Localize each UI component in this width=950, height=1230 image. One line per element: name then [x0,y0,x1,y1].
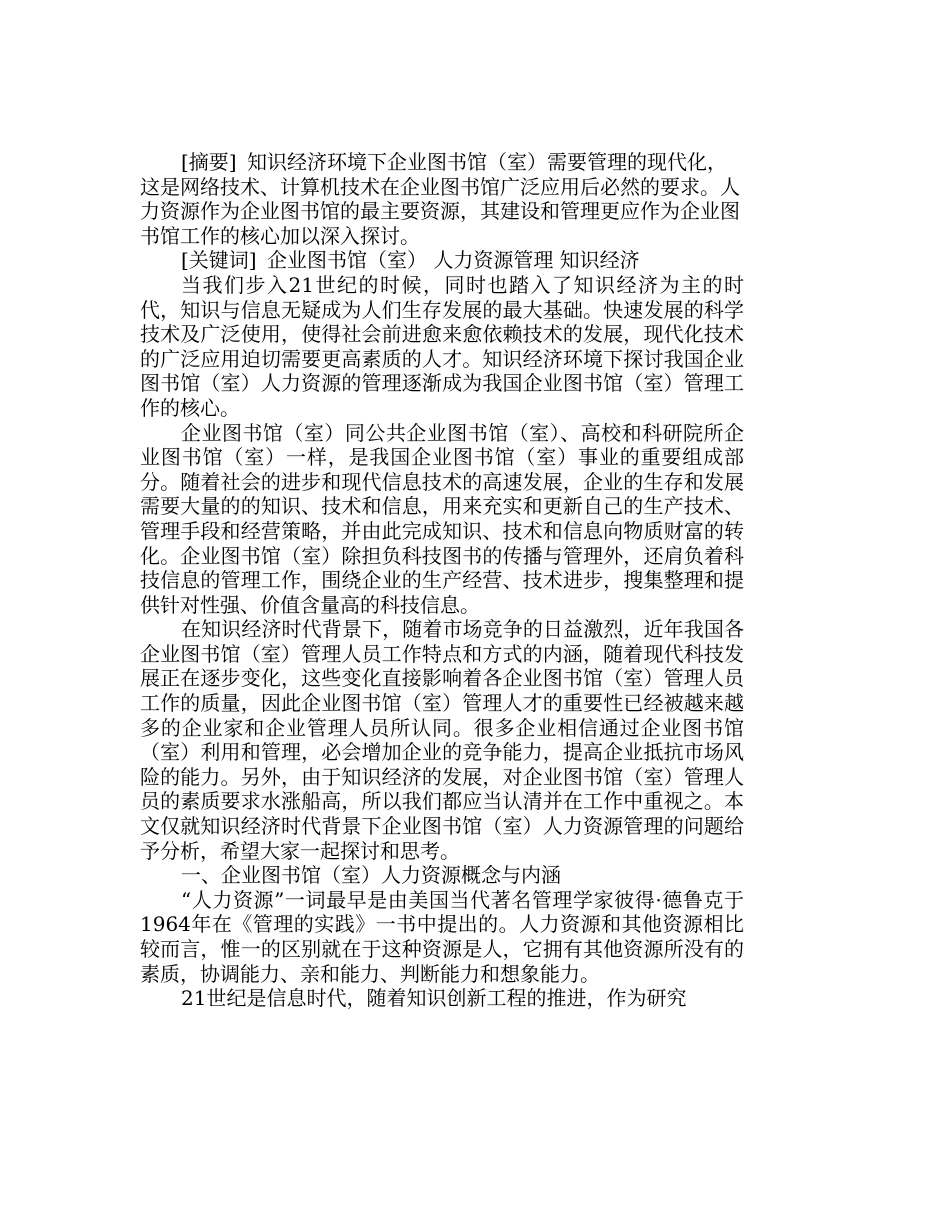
document-page [140,150,744,1011]
abstract-label: [摘要] [181,150,237,174]
abstract-text: 知识经济环境下企业图书馆（室）需要管理的现代化，这是网络技术、计算机技术在企业图书馆广泛应用后必然的要求。人力资源作为企业图书馆的最主要资源，其建设和管理更应作为企业图书馆工作的核心加以深入探讨。 [140,150,740,248]
body-paragraph: “人力资源”一词最早是由美国当代著名管理学家彼得·德鲁克于1964年在《管理的实践》一书中提出的。人力资源和其他资源相比较而言，惟一的区别就在于这种资源是人，它拥有其他资源所没有的素质，协调能力、亲和能力、判断能力和想象能力。 [140,887,744,986]
body-paragraph: 21世纪是信息时代，随着知识创新工程的推进，作为研究 [181,986,687,1011]
section-heading: 一、企业图书馆（室）人力资源概念与内涵 [181,863,561,888]
abstract-paragraph [140,150,744,248]
body-paragraph: 企业图书馆（室）同公共企业图书馆（室）、高校和科研院所企业图书馆（室）一样，是我国企业图书馆（室）事业的重要组成部分。随着社会的进步和现代信息技术的高速发展，企业的生存和发展需要大量的的知识、技术和信息，用来充实和更新自己的生产技术、管理手段和经营策略，并由此完成知识、技术和信息向物质财富的转化。企业图书馆（室）除担负科技图书的传播与管理外，还肩负着科技信息的管理工作，围绕企业的生产经营、技术进步，搜集整理和提供针对性强、价值含量高的科技信息。 [140,420,744,617]
body-paragraph: 当我们步入21世纪的时候，同时也踏入了知识经济为主的时代，知识与信息无疑成为人们生存发展的最大基础。快速发展的科学技术及广泛使用，使得社会前进愈来愈依赖技术的发展，现代化技术的广泛应用迫切需要更高素质的人才。知识经济环境下探讨我国企业图书馆（室）人力资源的管理逐渐成为我国企业图书馆（室）管理工作的核心。 [140,272,744,420]
body-paragraph: 在知识经济时代背景下，随着市场竞争的日益激烈，近年我国各企业图书馆（室）管理人员工作特点和方式的内涵，随着现代科技发展正在逐步变化，这些变化直接影响着各企业图书馆（室）管理人员工作的质量，因此企业图书馆（室）管理人才的重要性已经被越来越多的企业家和企业管理人员所认同。很多企业相信通过企业图书馆（室）利用和管理，必会增加企业的竞争能力，提高企业抵抗市场风险的能力。另外，由于知识经济的发展，对企业图书馆（室）管理人员的素质要求水涨船高，所以我们都应当认清并在工作中重视之。本文仅就知识经济时代背景下企业图书馆（室）人力资源管理的问题给予分析，希望大家一起探讨和思考。 [140,617,744,863]
keywords-paragraph [140,248,744,273]
keywords-label: [关键词] [181,248,257,273]
keywords-text: 企业图书馆（室） 人力资源管理 知识经济 [266,248,640,273]
